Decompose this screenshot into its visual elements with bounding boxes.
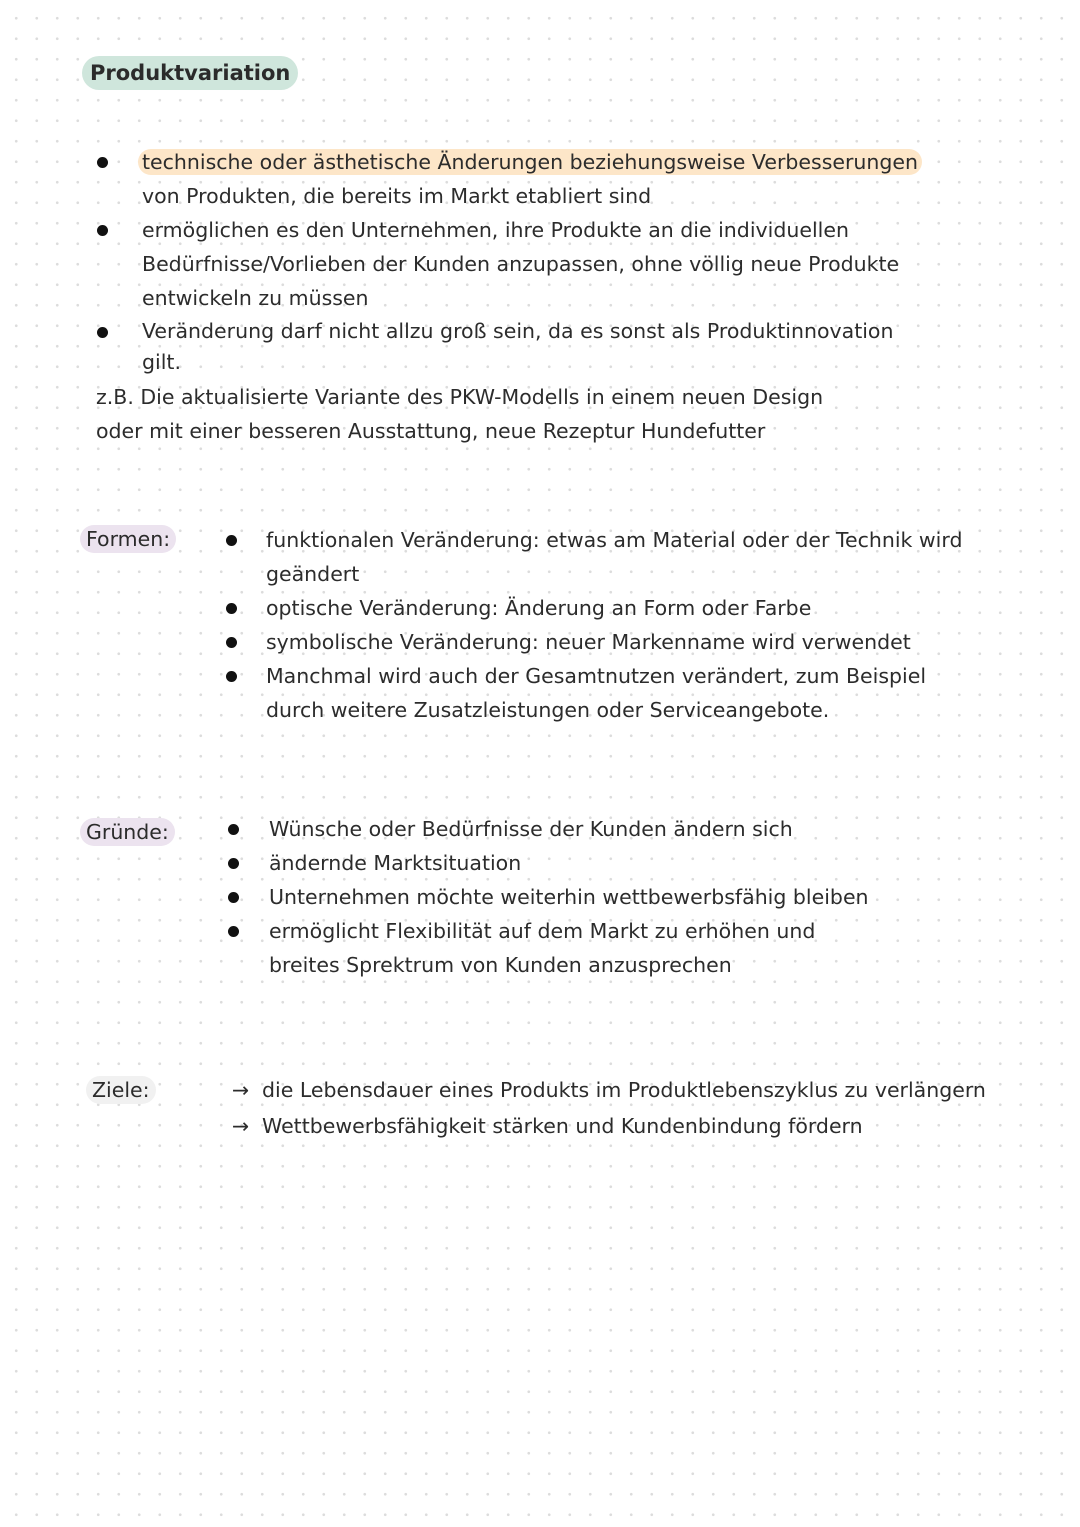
- example-text: [96, 380, 996, 448]
- list-item: [92, 315, 992, 377]
- formen-bullet-list: [224, 523, 1044, 727]
- bullet-icon: [226, 535, 237, 546]
- bullet-icon: [97, 327, 108, 338]
- list-item: [224, 591, 1044, 625]
- bullet-icon: [97, 225, 108, 236]
- bullet-icon: [228, 858, 239, 869]
- list-item: [226, 812, 1046, 846]
- list-item: [224, 625, 1044, 659]
- gruende-section: [226, 812, 1046, 982]
- intro-bullet-list: [92, 145, 992, 377]
- bullet-icon: [228, 824, 239, 835]
- list-item-line: ermöglicht Flexibilität auf dem Markt zu erhöhen und: [269, 919, 816, 943]
- list-item-line: Veränderung darf nicht allzu groß sein, da es sonst als Produktinnovation: [142, 319, 894, 343]
- list-item: [224, 523, 1044, 591]
- section-label-formen: Formen:: [80, 525, 176, 553]
- bullet-icon: [226, 671, 237, 682]
- list-item-line: ändernde Marktsituation: [269, 851, 522, 875]
- example-line: z.B. Die aktualisierte Variante des PKW-Modells in einem neuen Design: [96, 385, 824, 409]
- bullet-icon: [228, 892, 239, 903]
- intro-section: [92, 145, 992, 377]
- list-item: [92, 145, 992, 213]
- list-item: [92, 213, 992, 315]
- list-item-line: Manchmal wird auch der Gesamtnutzen verändert, zum Beispiel: [266, 664, 927, 688]
- list-item-line: Wünsche oder Bedürfnisse der Kunden ändern sich: [269, 817, 793, 841]
- list-item: [232, 1072, 1062, 1108]
- list-item: [224, 659, 1044, 727]
- arrow-icon: →: [232, 1114, 250, 1138]
- list-item-line: funktionalen Veränderung: etwas am Material oder der Technik wird: [266, 528, 963, 552]
- list-item-text: die Lebensdauer eines Produkts im Produktlebenszyklus zu verlängern: [262, 1078, 986, 1102]
- list-item-line: breites Sprektrum von Kunden anzusprechen: [269, 953, 732, 977]
- bullet-icon: [228, 926, 239, 937]
- bullet-icon: [226, 603, 237, 614]
- ziele-arrow-list: [232, 1072, 1062, 1144]
- section-label-gruende: Gründe:: [80, 818, 175, 846]
- list-item-line: durch weitere Zusatzleistungen oder Serviceangebote.: [266, 698, 830, 722]
- list-item-line: entwickeln zu müssen: [142, 286, 369, 310]
- list-item-line: gilt.: [142, 350, 181, 374]
- section-label-ziele: Ziele:: [86, 1076, 156, 1104]
- arrow-icon: →: [232, 1078, 250, 1102]
- list-item-line: von Produkten, die bereits im Markt etabliert sind: [142, 184, 652, 208]
- list-item: [232, 1108, 1062, 1144]
- list-item-line: optische Veränderung: Änderung an Form oder Farbe: [266, 596, 812, 620]
- list-item: [226, 880, 1046, 914]
- ziele-section: [232, 1072, 1062, 1144]
- list-item: [226, 914, 1046, 982]
- bullet-icon: [226, 637, 237, 648]
- gruende-bullet-list: [226, 812, 1046, 982]
- list-item-line: symbolische Veränderung: neuer Markenname wird verwendet: [266, 630, 911, 654]
- page-title: Produktvariation: [82, 56, 298, 90]
- highlighted-text: technische oder ästhetische Änderungen beziehungsweise Verbesserungen: [138, 149, 922, 175]
- list-item-line: Unternehmen möchte weiterhin wettbewerbsfähig bleiben: [269, 885, 869, 909]
- bullet-icon: [97, 157, 108, 168]
- list-item: [226, 846, 1046, 880]
- example-line: oder mit einer besseren Ausstattung, neue Rezeptur Hundefutter: [96, 419, 766, 443]
- list-item-line: geändert: [266, 562, 360, 586]
- list-item-line: ermöglichen es den Unternehmen, ihre Produkte an die individuellen: [142, 218, 849, 242]
- formen-section: [224, 523, 1044, 727]
- list-item-line: Bedürfnisse/Vorlieben der Kunden anzupassen, ohne völlig neue Produkte: [142, 252, 900, 276]
- list-item-text: Wettbewerbsfähigkeit stärken und Kundenbindung fördern: [262, 1114, 863, 1138]
